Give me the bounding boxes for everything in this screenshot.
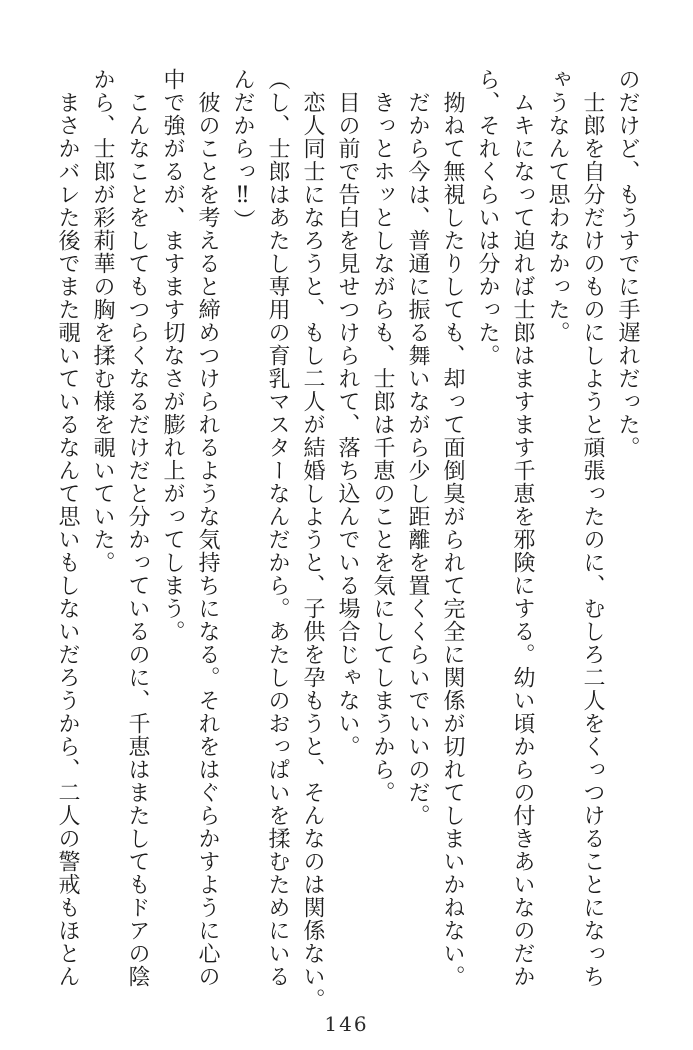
text-column: 恋人同士になろうと、もし二人が結婚しようと、子供を孕もうと、そんなのは関係ない。 xyxy=(300,68,325,1011)
text-column: こんなことをしてもつらくなるだけだと分かっているのに、千恵はまたしてもドアの陰 xyxy=(125,68,150,988)
text-column: まさかバレた後でまた覗いているなんて思いもしないだろうから、二人の警戒もほとん xyxy=(55,68,80,988)
text-column: 拗ねて無視したりしても、却って面倒臭がられて完全に関係が切れてしまいかねない。 xyxy=(440,68,465,988)
text-column: きっとホッとしながらも、士郎は千恵のことを気にしてしまうから。 xyxy=(370,68,395,804)
text-column: ら、それくらいは分かった。 xyxy=(475,68,500,367)
text-column: から、士郎が彩莉華の胸を揉む様を覗いていた。 xyxy=(90,68,115,574)
page-number: 146 xyxy=(324,1012,369,1036)
vertical-text-block xyxy=(50,68,645,1011)
text-column: だから今は、普通に振る舞いながら少し距離を置くくらいでいいのだ。 xyxy=(405,68,430,827)
text-column: のだけど、もうすでに手遅れだった。 xyxy=(615,68,640,459)
text-column: 士郎を自分だけのものにしようと頑張ったのに、むしろ二人をくっつけることになっち xyxy=(580,68,605,988)
text-column: ムキになって迫れば士郎はますます千恵を邪険にする。幼い頃からの付きあいなのだか xyxy=(510,68,535,988)
text-column: ゃうなんて思わなかった。 xyxy=(545,68,570,344)
text-column: （し、士郎はあたし専用の育乳マスターなんだから。あたしのおっぱいを揉むためにいる xyxy=(265,68,290,988)
text-column: んだからっ‼） xyxy=(230,68,255,232)
text-column: 中で強がるが、ますます切なさが膨れ上がってしまう。 xyxy=(160,68,185,643)
text-column: 目の前で告白を見せつけられて、落ち込んでいる場合じゃない。 xyxy=(335,68,360,758)
text-column: 彼のことを考えると締めつけられるような気持ちになる。それをはぐらかすように心の xyxy=(195,68,220,988)
